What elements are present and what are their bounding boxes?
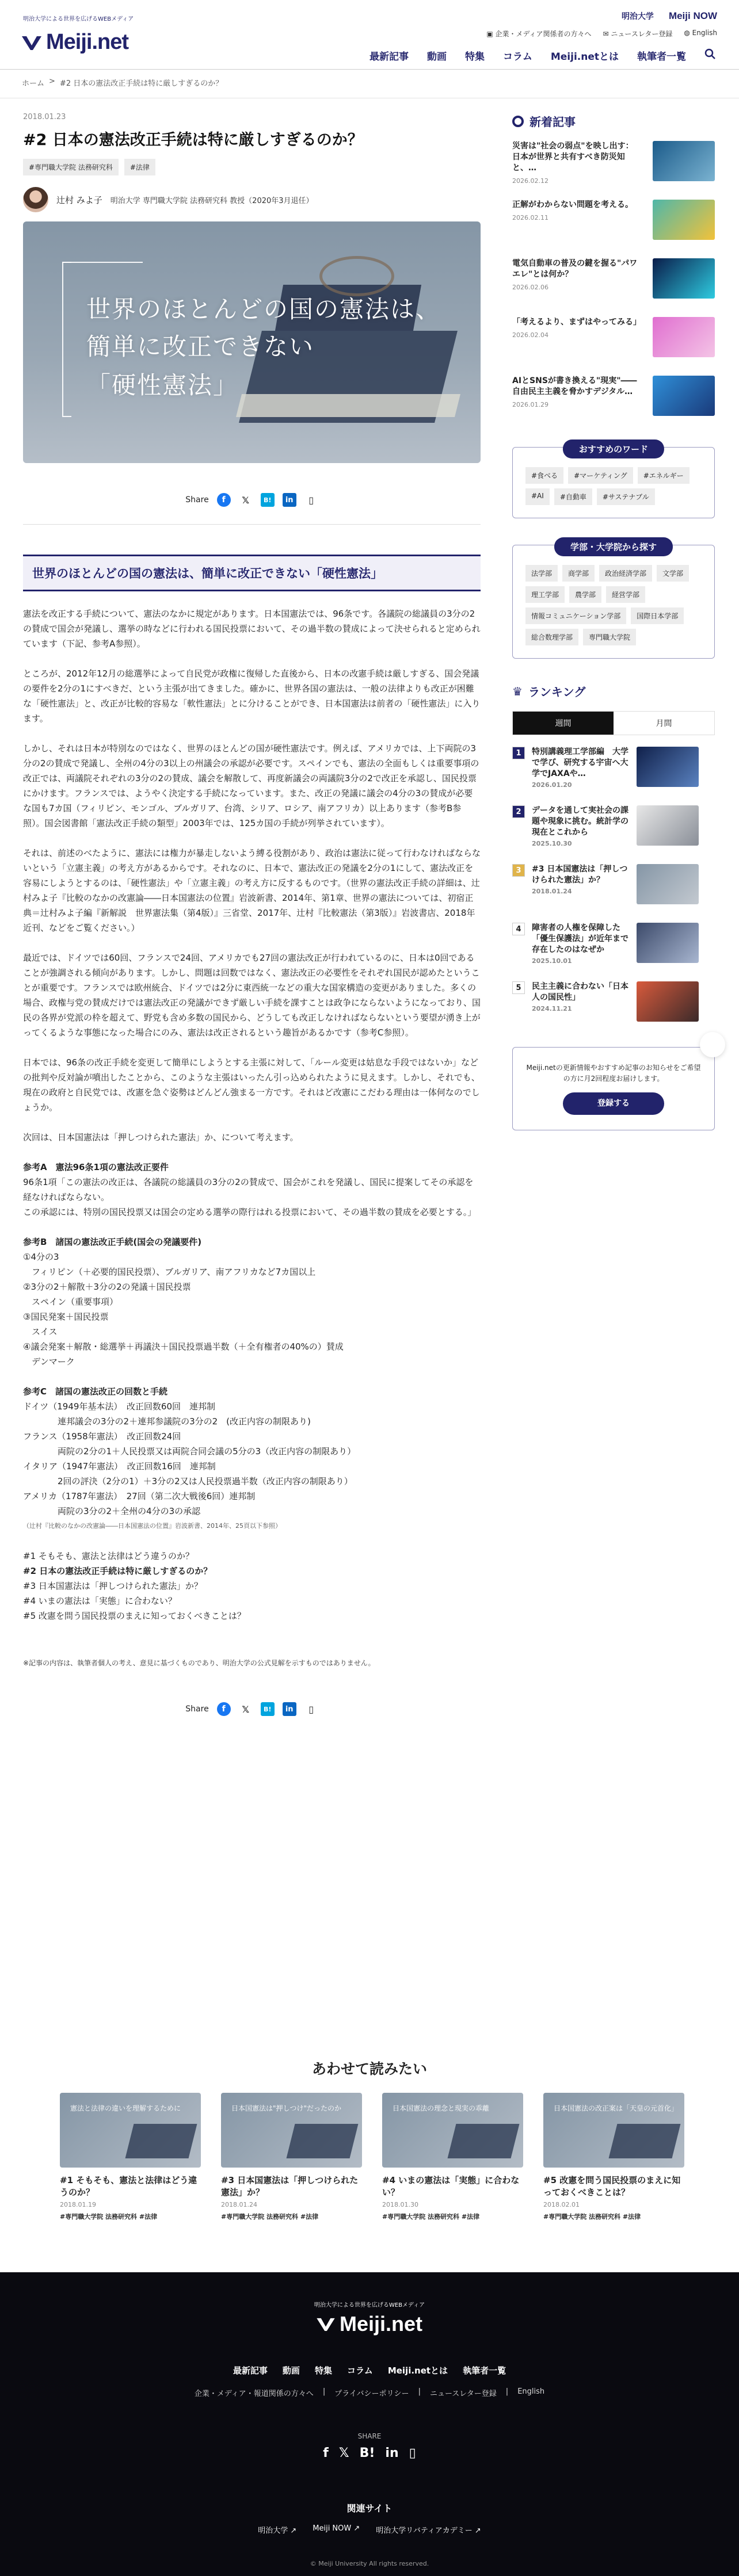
recommended-words-title: おすすめのワード — [563, 439, 664, 458]
building-icon: ▣ — [486, 30, 493, 38]
footer-nav-authors[interactable]: 執筆者一覧 — [463, 2365, 506, 2376]
series-link-1[interactable]: #1 そもそも、憲法と法律はどう違うのか？ — [23, 1551, 194, 1561]
divider — [23, 524, 481, 525]
related-date: 2018.01.30 — [382, 2201, 418, 2208]
item-title: 特別講義理工学部編 大学で学び、研究する宇宙へ大学でJAXAや… — [532, 747, 628, 778]
reference-line: デンマーク — [23, 1356, 75, 1367]
footer-nav-column[interactable]: コラム — [346, 2365, 373, 2376]
new-article-item[interactable] — [512, 376, 715, 423]
nav-latest[interactable]: 最新記事 — [370, 51, 409, 63]
hero-text-line: 簡単に改正できない — [86, 332, 315, 361]
footer-nav-about[interactable]: Meiji.netとは — [387, 2365, 448, 2376]
author-info[interactable] — [23, 187, 481, 212]
copyright: © Meiji University All rights reserved. — [310, 2560, 429, 2567]
paragraph: 次回は、日本国憲法は「押しつけられた憲法」か、について考えます。 — [23, 1132, 299, 1142]
footer-tagline: 明治大学による世界を広げるWEBメディア — [314, 2302, 425, 2309]
item-title: 「考えるより、まずはやってみる」 — [512, 318, 641, 327]
thumbnail — [653, 141, 715, 181]
author-affiliation: 明治大学 専門職大学院 法務研究科 教授（2020年3月退任） — [110, 196, 314, 205]
thumbnail — [637, 981, 699, 1022]
related-date: 2018.01.24 — [221, 2201, 257, 2208]
item-date: 2018.01.24 — [532, 888, 572, 895]
share-bar — [23, 493, 481, 507]
logo-mark-icon — [317, 2317, 335, 2331]
related-title: #1 そもそも、憲法と法律はどう違うのか？ — [60, 2175, 197, 2197]
reference-a — [23, 1160, 481, 1220]
faculty-box — [512, 542, 715, 659]
hatena-icon[interactable]: B! — [261, 493, 275, 507]
thumbnail — [653, 317, 715, 357]
hatena-icon[interactable]: B! — [261, 1702, 275, 1716]
tab-weekly[interactable]: 週間 — [513, 712, 614, 735]
reference-line: スイス — [23, 1327, 58, 1337]
sidebar — [512, 113, 715, 1130]
related-tags: #専門職大学院 法務研究科 #法律 — [60, 2213, 158, 2220]
related-card[interactable] — [60, 2093, 201, 2221]
reference-title: 参考B 諸国の憲法改正手続(国会の発議要件) — [23, 1237, 202, 1247]
paragraph: しかし、それは日本が特別なのではなく、世界のほとんどの国が硬性憲法です。例えば、アメリカでは、上下両院の3分の2の賛成で発議し、全州の4分の3以上の州議会の承認が必要です。スペインでも、憲法の全面もしくは重要事項の改正では、両議院それぞれの3分の2の賛成、議会を解散して、再度新議会の両議院3分の2で改正を承認し、国民投票にかけます。フランスでは、ようやく決定する手続になっています。また、改正の発議に議会の4分の3の賛成が必要な国も7カ国（フィリピン、モンゴル、ブルガリア、台湾、シリア、ロシア、南アフリカ）以上あります（参考B参照）。国会図書館「憲法改正手続の類型」2003年では、125カ国の手続が列挙されています）。 — [23, 743, 479, 828]
thumbnail — [653, 258, 715, 299]
footer-link-english[interactable]: English — [517, 2387, 545, 2396]
header-divider — [0, 69, 739, 70]
page-title: #2 日本の憲法改正手続は特に厳しすぎるのか？ — [23, 131, 363, 149]
reference-c — [23, 1384, 481, 1534]
related-tags: #専門職大学院 法務研究科 #法律 — [543, 2213, 641, 2220]
tag-law[interactable]: #法律 — [124, 159, 155, 175]
new-article-item[interactable] — [512, 200, 715, 247]
paragraph: 最近では、ドイツでは60回、フランスで24回、アメリカでも27回の憲法改正が行われているのに、日本は0回であることが強調される傾向があります。しかし、問題は回数ではなく、憲法改正の必要性をそれぞれ国民が認めたということが重要です。フランスでは欧州統合、ドイツでは2分に東西統一などの重大な国家構造の変更がありました。多くの場合、政権与党の賛成だけでは憲法改正の発議ができず厳しい手続を課すことは政争にならないようになっており、国民の各界が党派の枠を超えて、野党も含め多数の国民から、どうしても改正しなければならないという要望が湧き上がってくるような事態になった場合にのみ、憲法は改正されるという趣旨があるかです（参考C参照）。 — [23, 953, 481, 1038]
site-header — [0, 0, 739, 69]
hero-frame — [62, 262, 71, 417]
thumbnail — [637, 747, 699, 787]
nav-video[interactable]: 動画 — [427, 51, 447, 63]
ranking-item[interactable] — [512, 981, 715, 1029]
ranking-item[interactable] — [512, 747, 715, 794]
breadcrumb — [22, 77, 223, 88]
note-icon[interactable]: ▯ — [308, 494, 314, 506]
breadcrumb-home[interactable]: ホーム — [22, 79, 45, 88]
avatar — [23, 187, 48, 212]
faculty-chip[interactable]: 情報コミュニケーション学部 — [525, 607, 626, 624]
item-date: 2025.10.30 — [532, 840, 572, 847]
reference-line: フランス（1958年憲法） 改正回数24回 — [23, 1431, 181, 1442]
reference-title: 参考A 憲法96条1項の憲法改正要件 — [23, 1162, 169, 1172]
nav-authors[interactable]: 執筆者一覧 — [637, 51, 686, 63]
word-chip[interactable]: #エネルギー — [638, 467, 690, 484]
related-heading: あわせて読みたい — [311, 2061, 427, 2077]
thumbnail — [653, 376, 715, 416]
globe-icon: ◍ — [684, 29, 690, 37]
ranking-item[interactable] — [512, 805, 715, 853]
book-shape — [448, 2124, 520, 2158]
facebook-icon[interactable]: f — [217, 493, 231, 507]
paragraph: ところが、2012年12月の総選挙によって自民党が政権に復帰した直後から、日本の改憲手続は厳しすぎる、国会発議の要件を2分の1にすべきだ、という主張が出てきました。確かに、世界各国の憲法は、一般の法律よりも改正が困難な「硬性憲法」と、改正が比較的容易な「軟性憲法」とに分けることができ、日本国憲法は前者の「硬性憲法」に入ります。 — [23, 668, 481, 724]
footer-nav-video[interactable]: 動画 — [282, 2365, 300, 2376]
meiji-now-logo[interactable]: Meiji NOW — [668, 10, 717, 21]
site-tagline: 明治大学による世界を広げるWEBメディア — [23, 16, 134, 22]
top-utility-bar — [622, 10, 717, 22]
external-link-icon: ↗ — [474, 2527, 481, 2535]
item-title: 電気自動車の普及の鍵を握る"パワエレ"とは何か？ — [512, 259, 638, 279]
reference-line: ③国民発案＋国民投票 — [23, 1312, 109, 1322]
mail-icon: ✉ — [603, 30, 609, 38]
thumbnail-caption: 日本国憲法は"押しつけ"だったのか — [231, 2104, 342, 2112]
article-tags — [23, 159, 481, 175]
related-thumbnail — [382, 2093, 523, 2168]
x-icon[interactable]: 𝕏 — [242, 1703, 250, 1715]
header-link-newsletter[interactable]: ✉ ニュースレター登録 — [603, 30, 673, 38]
word-chip[interactable]: #サステナブル — [597, 488, 655, 505]
footer-link-meiji-now[interactable]: Meiji NOW ↗ — [313, 2524, 360, 2533]
related-title: #4 いまの憲法は「実態」に合わない？ — [382, 2175, 520, 2197]
related-title: #3 日本国憲法は「押しつけられた憲法」か？ — [221, 2175, 359, 2197]
faculty-chip[interactable]: 法学部 — [525, 565, 558, 582]
recommended-words-box — [512, 444, 715, 518]
paragraph: 日本では、96条の改正手続を変更して簡単にしようとする主張に対して、「ルール変更は姑息な手段ではないか」などの批判や反対論が噴出したことから、このような主張はいったん引っ込められたように見えます。しかし、それでも、現在の政府と自民党では、改憲を急ぐ姿勢はどんどん強まる一方です。それはど改憲にこだわる理由は一体何なのでしょうか。 — [23, 1057, 480, 1113]
reference-line: イタリア（1947年憲法） 改正回数16回 連邦制 — [23, 1461, 216, 1472]
hero-text-line: 世界のほとんどの国の憲法は、 — [86, 295, 441, 323]
footer-link-liberty[interactable]: 明治大学リバティアカデミー ↗ — [376, 2527, 481, 2535]
word-chip[interactable]: #食べる — [525, 467, 563, 484]
nav-feature[interactable]: 特集 — [465, 51, 485, 63]
author-name: 辻村 みよ子 — [56, 194, 102, 205]
search-icon[interactable] — [704, 48, 716, 60]
related-articles — [60, 2093, 684, 2221]
thumbnail-caption: 日本国憲法の理念と現実の乖離 — [393, 2104, 490, 2112]
reference-line: ④議会発案＋解散・総選挙＋再議決＋国民投票過半数（＋全有権者の40%の）賛成 — [23, 1341, 344, 1352]
promo-text: Meiji.netの更新情報やおすすめ記事のお知らせをご希望の方に月2回程度お届けします。 — [526, 1064, 701, 1083]
reference-line: フィリピン（＋必要的国民投票）、ブルガリア、南アフリカなど7カ国以上 — [23, 1267, 316, 1277]
word-chip[interactable]: #自動車 — [554, 488, 592, 505]
reference-line: 2回の評決（2分の1）＋3分の2又は人民投票過半数（改正内容の制限あり） — [23, 1476, 353, 1486]
reference-line: 両院の3分の2＋全州の4分の3の承認 — [23, 1506, 201, 1516]
item-date: 2026.02.12 — [512, 177, 548, 185]
faculty-chip[interactable]: 政治経済学部 — [599, 565, 652, 582]
faculty-chip[interactable]: 理工学部 — [525, 586, 565, 603]
footer-share-icons — [0, 2446, 739, 2460]
x-icon[interactable]: 𝕏 — [242, 494, 250, 506]
thumbnail — [653, 200, 715, 240]
item-title: #3 日本国憲法は「押しつけられた憲法」か？ — [532, 865, 628, 885]
item-title: 正解がわからない問題を考える。 — [512, 200, 633, 209]
reference-line: 96条1項「この憲法の改正は、各議院の総議員の3分の2の賛成で、国会がこれを発議し、国民に提案してその承認を経なければならない。 — [23, 1177, 474, 1202]
new-article-item[interactable] — [512, 141, 715, 188]
related-date: 2018.01.19 — [60, 2201, 96, 2208]
reference-line: ①4分の3 — [23, 1252, 59, 1262]
site-footer — [0, 2272, 739, 2576]
rank-badge: 3 — [512, 864, 525, 877]
reference-title: 参考C 諸国の憲法改正の回数と手続 — [23, 1386, 168, 1397]
reference-line: ②3分の2＋解散＋3分の2の発議＋国民投票 — [23, 1282, 191, 1292]
nav-column[interactable]: コラム — [503, 51, 532, 63]
item-title: 障害者の人権を保障した「優生保護法」が近年まで存在したのはなぜか — [532, 923, 628, 954]
item-date: 2024.11.21 — [532, 1005, 572, 1012]
item-title: 災害は"社会の弱点"を映し出す：日本が世界と共有すべき防災知と、… — [512, 142, 634, 173]
related-title: #5 改憲を問う国民投票のまえに知っておくべきことは？ — [543, 2175, 681, 2197]
faculty-chip[interactable]: 文学部 — [657, 565, 689, 582]
related-card[interactable] — [382, 2093, 523, 2221]
external-link-icon: ↗ — [353, 2524, 360, 2533]
reference-line: 両院の2分の1＋人民投票又は両院合同会議の5分の3（改正内容の制限あり） — [23, 1446, 356, 1457]
series-link-2-current[interactable]: #2 日本の憲法改正手続は特に厳しすぎるのか？ — [23, 1566, 212, 1576]
book-shape — [287, 2124, 359, 2158]
word-chip[interactable]: #マーケティング — [568, 467, 633, 484]
item-date: 2026.01.20 — [532, 781, 572, 789]
rank-badge: 5 — [512, 981, 525, 994]
ranking-title: ランキング — [528, 685, 586, 699]
linkedin-icon[interactable]: in — [283, 1702, 296, 1716]
ranking-item[interactable] — [512, 864, 715, 911]
share-label: Share — [185, 1704, 209, 1714]
reference-b — [23, 1235, 481, 1369]
breadcrumb-current: #2 日本の憲法改正手続は特に厳しすぎるのか？ — [59, 79, 223, 88]
share-bar-bottom — [23, 1702, 481, 1716]
breadcrumb-separator: > — [49, 77, 55, 86]
faculty-chip[interactable]: 国際日本学部 — [631, 607, 684, 624]
faculty-chip[interactable]: 専門職大学院 — [583, 629, 636, 645]
thumbnail-caption: 憲法と法律の違いを理解するために — [70, 2104, 181, 2112]
newsletter-promo — [512, 1047, 715, 1130]
rank-badge: 4 — [512, 923, 525, 935]
reference-line: ドイツ（1949年基本法） 改正回数60回 連邦制 — [23, 1401, 216, 1412]
new-article-item[interactable] — [512, 258, 715, 305]
reference-line: スペイン（重要事項） — [23, 1297, 119, 1307]
logo-text: Meiji.net — [46, 30, 129, 54]
register-button[interactable]: 登録する — [563, 1092, 664, 1115]
footer-nav-latest[interactable]: 最新記事 — [233, 2365, 268, 2376]
related-card[interactable] — [543, 2093, 684, 2221]
reference-note: （辻村『比較のなかの改憲論――日本国憲法の位置』岩波新書、2014年、25頁以下参照） — [23, 1522, 281, 1530]
logo-mark-icon — [22, 35, 41, 50]
word-chip[interactable]: #AI — [525, 488, 550, 505]
footer-link-meiji-univ[interactable]: 明治大学 ↗ — [258, 2527, 297, 2535]
thumbnail — [637, 864, 699, 904]
ranking-tabs — [512, 711, 715, 735]
series-link-3[interactable]: #3 日本国憲法は「押しつけられた憲法」か？ — [23, 1581, 203, 1591]
item-date: 2026.02.06 — [512, 284, 548, 291]
book-shape — [125, 2124, 197, 2158]
x-icon[interactable]: 𝕏 — [338, 2446, 349, 2460]
reference-line: 連邦議会の3分の2＋連邦参議院の3分の2 (改正内容の制限あり) — [23, 1416, 311, 1427]
related-card[interactable] — [221, 2093, 362, 2221]
item-date: 2026.01.29 — [512, 401, 548, 408]
new-articles-title: 新着記事 — [530, 115, 576, 129]
scroll-top-button[interactable] — [700, 1032, 725, 1057]
item-date: 2026.02.11 — [512, 214, 548, 221]
new-articles-heading — [512, 113, 715, 129]
related-thumbnail — [221, 2093, 362, 2168]
section-heading: 世界のほとんどの国の憲法は、簡単に改正できない「硬性憲法」 — [23, 555, 481, 591]
rank-badge: 1 — [512, 747, 525, 759]
related-tags: #専門職大学院 法務研究科 #法律 — [221, 2213, 319, 2220]
external-link-icon: ↗ — [290, 2527, 297, 2535]
hero-frame — [62, 262, 143, 263]
footer-link-privacy[interactable]: プライバシーポリシー — [334, 2390, 409, 2398]
linkedin-icon[interactable]: in — [283, 493, 296, 507]
article — [23, 113, 481, 1716]
thumbnail-caption: 日本国憲法の改正案は「天皇の元首化」 — [554, 2104, 679, 2112]
share-label: Share — [185, 495, 209, 505]
footer-nav-feature[interactable]: 特集 — [314, 2365, 332, 2376]
footer-link-newsletter[interactable]: ニュースレター登録 — [429, 2390, 497, 2398]
related-date: 2018.02.01 — [543, 2201, 580, 2208]
footer-logo-text: Meiji.net — [339, 2312, 423, 2336]
facebook-icon[interactable]: f — [323, 2446, 329, 2460]
header-link-media[interactable]: ▣ 企業・メディア関係者の方々へ — [486, 30, 592, 38]
faculty-chip[interactable]: 農学部 — [569, 586, 601, 603]
book-shape — [609, 2124, 681, 2158]
thumbnail — [637, 923, 699, 963]
hero-text-line: 「硬性憲法」 — [86, 371, 239, 399]
footer-link-media[interactable]: 企業・メディア・報道関係の方々へ — [194, 2390, 314, 2398]
hero-image — [23, 221, 481, 463]
faculty-title: 学部・大学院から探す — [554, 537, 673, 556]
ranking-item[interactable] — [512, 923, 715, 970]
item-date: 2025.10.01 — [532, 957, 572, 965]
reference-line: この承認には、特別の国民投票又は国会の定める選挙の際行はれる投票において、その過半数の賛成を必要とする。」 — [23, 1207, 477, 1217]
series-link-4[interactable]: #4 いまの憲法は「実態」に合わない？ — [23, 1596, 177, 1606]
paragraph: それは、前述のべたように、憲法には権力が暴走しないよう縛る役割があり、政治は憲法に従って行わなければならないという「立憲主義」の考え方があるからです。それなのに、日本で、憲法改正の発議を2分の1にして、憲法改正を容易にしようとするのは、「硬性憲法」や「立憲主義」の考え方に反するものです。（世界の憲法改正手続の詳細は、辻村みよ子『比較のなかの改憲論――日本国憲法の位置』岩波新書、2014年、第1章、世界の憲法については、初宿正典＝辻村みよ子編『新解説 世界憲法集（第4版）』三省堂、2017年、辻村『比較憲法（第3版）』岩波書店、2018年近刊、などをご覧ください。） — [23, 848, 481, 933]
footer-nav — [0, 2364, 739, 2376]
rank-badge: 2 — [512, 805, 525, 818]
series-list — [23, 1549, 481, 1623]
related-sites — [0, 2524, 739, 2535]
crown-icon: ♛ — [512, 684, 523, 698]
note-icon[interactable]: ▯ — [409, 2446, 416, 2460]
nav-about[interactable]: Meiji.netとは — [550, 51, 619, 63]
thumbnail — [637, 805, 699, 846]
related-tags: #専門職大学院 法務研究科 #法律 — [382, 2213, 480, 2220]
paragraph: 憲法を改正する手続について、憲法のなかに規定があります。日本国憲法では、96条です。各議院の総議員の3分の2の賛成で国会が発議し、選挙の時などに行われる国民投票において、その過半数の賛成によって決せられると定められています（下記、参考A参照）。 — [23, 609, 481, 649]
item-title: データを通して実社会の課題や現象に挑む。統計学の現在とこれから — [532, 806, 628, 837]
item-title: 民主主義に合わない「日本人の国民性」 — [532, 982, 628, 1002]
header-link-english[interactable]: ◍ English — [684, 29, 717, 37]
related-thumbnail — [60, 2093, 201, 2168]
university-logo[interactable]: 明治大学 — [621, 13, 654, 21]
article-date: 2018.01.23 — [23, 113, 66, 121]
faculty-chip[interactable]: 商学部 — [562, 565, 595, 582]
reference-line: アメリカ（1787年憲法） 27回（第二次大戦後6回）連邦制 — [23, 1491, 256, 1501]
site-logo[interactable] — [22, 30, 128, 55]
item-title: AIとSNSが書き換える"現実"――自由民主主義を脅かすデジタル… — [512, 376, 637, 396]
circle-icon — [512, 116, 524, 127]
ranking-heading — [512, 683, 715, 700]
tab-monthly[interactable]: 月間 — [656, 719, 672, 728]
series-link-5[interactable]: #5 改憲を問う国民投票のまえに知っておくべきことは？ — [23, 1611, 246, 1621]
facebook-icon[interactable]: f — [217, 1702, 231, 1716]
main-nav — [370, 48, 716, 63]
book-pages-shape — [236, 394, 460, 417]
faculty-chip[interactable]: 経営学部 — [606, 586, 645, 603]
related-thumbnail — [543, 2093, 684, 2168]
tag-law-school[interactable]: #専門職大学院 法務研究科 — [23, 159, 119, 175]
faculty-chip[interactable]: 総合数理学部 — [525, 629, 578, 645]
new-article-item[interactable] — [512, 317, 715, 364]
item-date: 2026.02.04 — [512, 331, 548, 339]
footer-logo[interactable] — [0, 2300, 739, 2336]
related-sites-title: 関連サイト — [346, 2503, 393, 2514]
linkedin-icon[interactable]: in — [385, 2446, 399, 2460]
footer-sub-links: 企業・メディア・報道関係の方々へ | プライバシーポリシー | ニュースレター登録 | English — [194, 2387, 545, 2398]
hatena-icon[interactable]: B! — [359, 2446, 375, 2460]
footer-share-label: SHARE — [357, 2432, 382, 2440]
header-links — [486, 29, 717, 39]
disclaimer: ※記事の内容は、執筆者個人の考え、意見に基づくものであり、明治大学の公式見解を示すものではありません。 — [23, 1659, 375, 1667]
note-icon[interactable]: ▯ — [308, 1703, 314, 1715]
